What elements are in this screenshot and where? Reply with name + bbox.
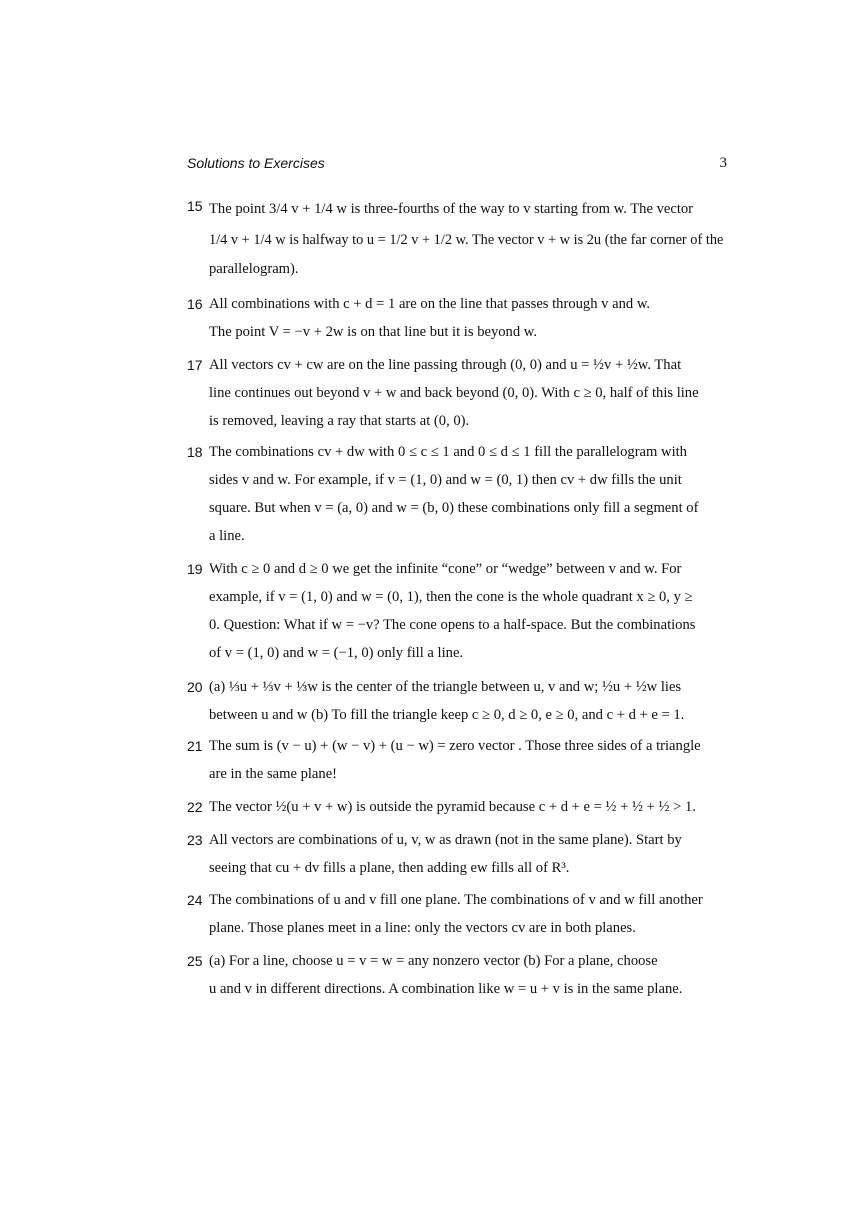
exercise-text (209, 351, 727, 435)
exercise-number: 17 (187, 357, 203, 373)
exercise-number: 22 (187, 799, 203, 815)
text-line: The vector ½(u + v + w) is outside the pyramid because c + d + e = ½ + ½ + ½ > 1. (209, 799, 696, 815)
text-line: (a) ⅓u + ⅓v + ⅓w is the center of the triangle between u, v and w; ½u + ½w lies (209, 679, 682, 695)
exercise-16 (187, 290, 727, 346)
exercise-17 (187, 351, 727, 435)
exercise-24 (187, 886, 727, 942)
exercise-text (209, 793, 727, 821)
text-line: parallelogram). (209, 261, 299, 277)
text-line: of v = (1, 0) and w = (−1, 0) only fill a line. (209, 645, 464, 661)
exercise-22 (187, 793, 727, 821)
exercise-text (209, 947, 727, 1003)
exercise-text (209, 673, 727, 729)
text-line: sides v and w. For example, if v = (1, 0) and w = (0, 1) then cv + dw fills the unit (209, 472, 682, 488)
exercise-number: 21 (187, 738, 203, 754)
text-line: between u and w (b) To fill the triangle keep c ≥ 0, d ≥ 0, e ≥ 0, and c + d + e = 1. (209, 707, 685, 723)
text-line: (a) For a line, choose u = v = w = any nonzero vector (b) For a plane, choose (209, 953, 658, 969)
exercise-number: 18 (187, 444, 203, 460)
text-line: All combinations with c + d = 1 are on the line that passes through v and w. (209, 296, 651, 312)
exercise-19 (187, 555, 727, 667)
exercise-text (209, 290, 727, 346)
text-line: All vectors are combinations of u, v, w as drawn (not in the same plane). Start by (209, 832, 682, 848)
exercise-15 (187, 194, 727, 282)
exercise-23 (187, 826, 727, 882)
exercise-number: 23 (187, 832, 203, 848)
page-header (187, 155, 727, 175)
exercise-text (209, 826, 727, 882)
exercise-text (209, 438, 727, 550)
text-line: The combinations cv + dw with 0 ≤ c ≤ 1 and 0 ≤ d ≤ 1 fill the parallelogram with (209, 444, 687, 460)
text-line: The combinations of u and v fill one plane. The combinations of v and w fill another (209, 892, 703, 908)
text-line: With c ≥ 0 and d ≥ 0 we get the infinite “cone” or “wedge” between v and w. For (209, 561, 682, 577)
text-line: a line. (209, 528, 245, 544)
text-line: seeing that cu + dv fills a plane, then adding ew fills all of R³. (209, 860, 570, 876)
text-line: example, if v = (1, 0) and w = (0, 1), then the cone is the whole quadrant x ≥ 0, y ≥ (209, 589, 693, 605)
exercise-number: 19 (187, 561, 203, 577)
exercise-number: 15 (187, 198, 203, 214)
text-line: u and v in different directions. A combination like w = u + v is in the same plane. (209, 981, 683, 997)
exercise-text (209, 732, 727, 788)
page-number: 3 (719, 155, 727, 171)
running-title: Solutions to Exercises (187, 155, 325, 171)
text-line: line continues out beyond v + w and back beyond (0, 0). With c ≥ 0, half of this line (209, 385, 699, 401)
text-line: is removed, leaving a ray that starts at (0, 0). (209, 413, 470, 429)
text-line: plane. Those planes meet in a line: only the vectors cv are in both planes. (209, 920, 636, 936)
exercise-18 (187, 438, 727, 550)
exercise-text (209, 555, 727, 667)
exercise-25 (187, 947, 727, 1003)
text-line: The point V = −v + 2w is on that line but it is beyond w. (209, 324, 538, 340)
exercise-20 (187, 673, 727, 729)
exercise-21 (187, 732, 727, 788)
exercise-number: 20 (187, 679, 203, 695)
text-line: 0. Question: What if w = −v? The cone opens to a half-space. But the combinations (209, 617, 696, 633)
exercise-number: 16 (187, 296, 203, 312)
exercise-number: 25 (187, 953, 203, 969)
exercise-number: 24 (187, 892, 203, 908)
text-line: 1/4 v + 1/4 w is halfway to u = 1/2 v + 1/2 w. The vector v + w is 2u (the far corner of the (209, 232, 724, 248)
text-line: The sum is (v − u) + (w − v) + (u − w) = zero vector . Those three sides of a triangle (209, 738, 701, 754)
text-line: All vectors cv + cw are on the line passing through (0, 0) and u = ½v + ½w. That (209, 357, 682, 373)
exercise-text (209, 194, 727, 282)
exercise-text (209, 886, 727, 942)
text-line: square. But when v = (a, 0) and w = (b, 0) these combinations only fill a segment of (209, 500, 699, 516)
text-line: The point 3/4 v + 1/4 w is three-fourths of the way to v starting from w. The vector (209, 201, 694, 217)
text-line: are in the same plane! (209, 766, 338, 782)
